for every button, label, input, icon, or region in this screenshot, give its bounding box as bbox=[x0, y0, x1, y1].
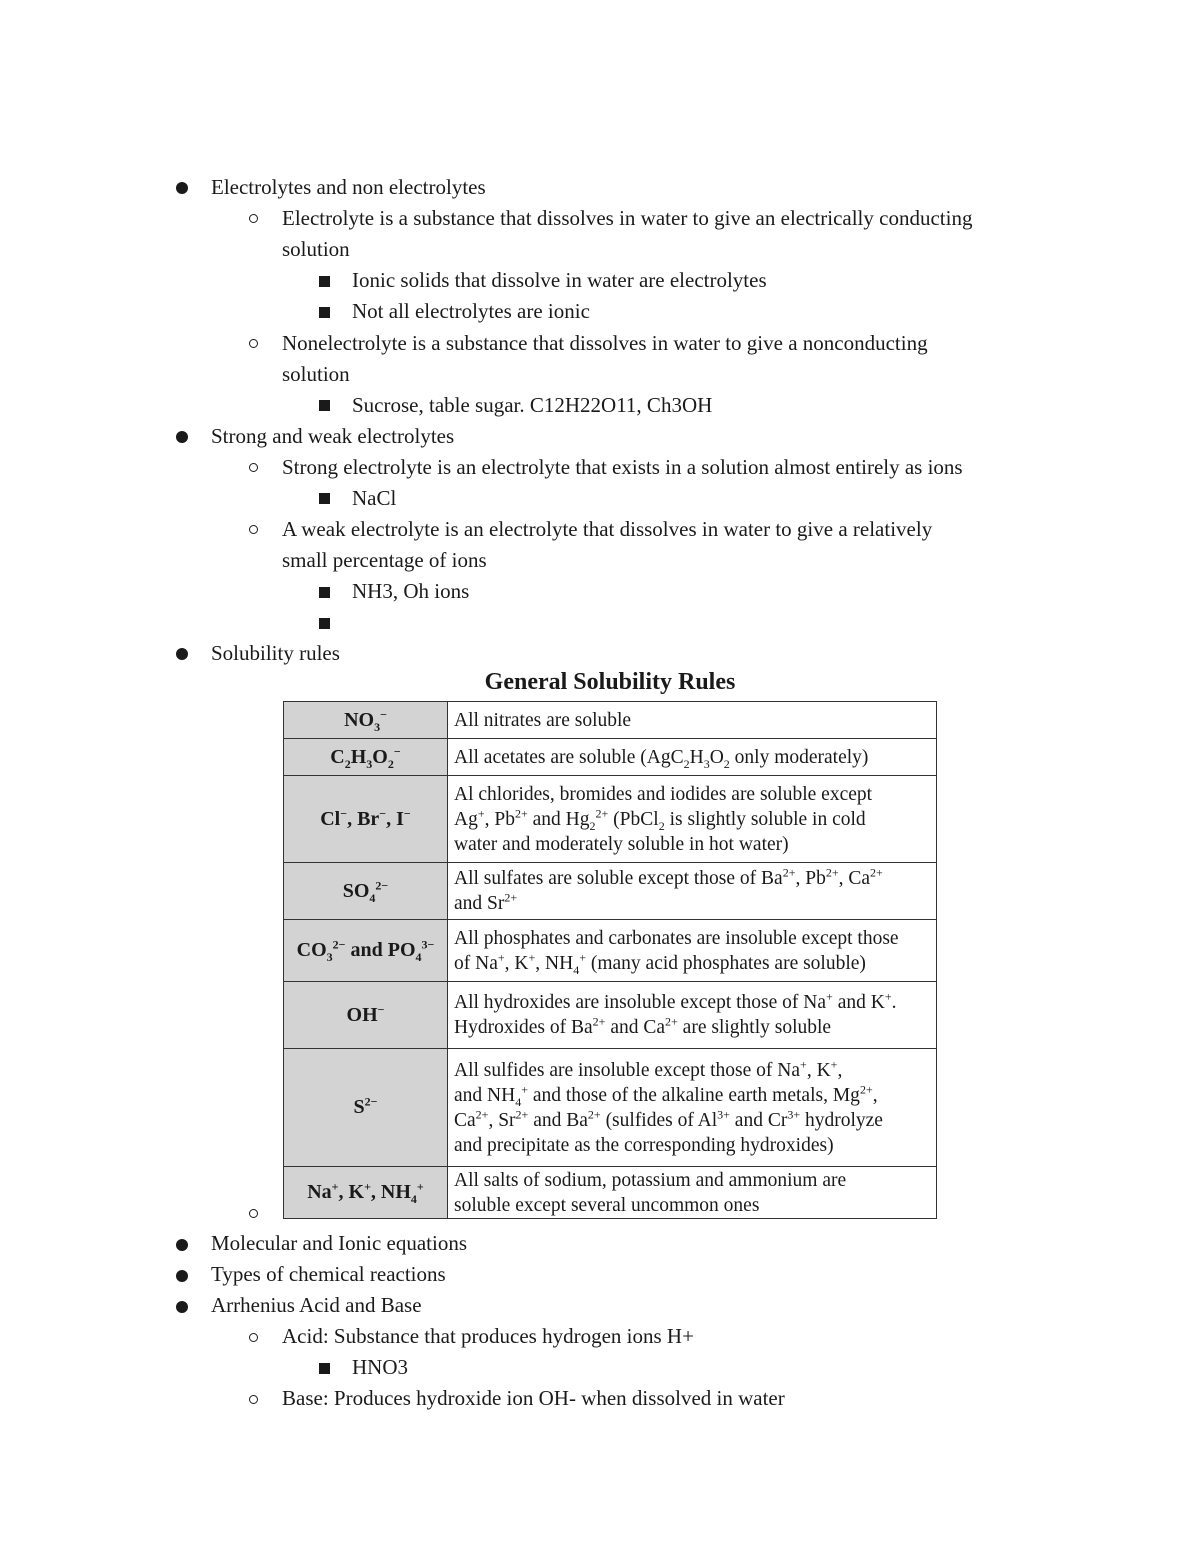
table-row bbox=[284, 1167, 937, 1219]
bullet-circle bbox=[249, 463, 258, 472]
bullet-circle bbox=[249, 1395, 258, 1404]
ion-cell: Na+, K+, $NH_4^+$ bbox=[284, 1167, 448, 1219]
ion-cell: $CO_3^{2-}$ and $PO_4^{3-}$ bbox=[284, 920, 448, 982]
heading-arrhenius: Arrhenius Acid and Base bbox=[211, 1293, 422, 1317]
rule-line: Al chlorides, bromides and iodides are soluble except bbox=[454, 783, 873, 805]
rule-line: $Ca^{2+}$, $Sr^{2+}$ and $Ba^{2+}$ (sulfides of $Al^{3+}$ and $Cr^{3+}$ hydrolyze bbox=[454, 1107, 883, 1131]
rule-line: All salts of sodium, potassium and ammonium are bbox=[454, 1169, 847, 1191]
bullet-circle bbox=[249, 339, 258, 348]
rule-line: All sulfates are soluble except those of $Ba^{2+}$, $Pb^{2+}$, $Ca^{2+}$ bbox=[454, 865, 883, 889]
bullet-square bbox=[319, 493, 330, 504]
weak-example: NH3, Oh ions bbox=[352, 579, 470, 603]
weak-electrolyte-definition-cont: small percentage of ions bbox=[282, 548, 487, 572]
heading-strong-weak: Strong and weak electrolytes bbox=[211, 424, 455, 448]
bullet-disc bbox=[176, 431, 188, 443]
rule-cell bbox=[448, 1167, 937, 1219]
solubility-rules-table bbox=[283, 701, 937, 1219]
ion-cell: $C_2H_3O_2^-$ bbox=[284, 739, 448, 776]
bullet-disc bbox=[176, 648, 188, 660]
table-row bbox=[284, 702, 937, 739]
bullet-circle bbox=[249, 525, 258, 534]
acid-example: HNO3 bbox=[352, 1355, 408, 1379]
heading-reaction-types: Types of chemical reactions bbox=[211, 1262, 446, 1286]
bullet-square-empty-item bbox=[319, 618, 330, 629]
rule-line: Hydroxides of $Ba^{2+}$ and $Ca^{2+}$ are slightly soluble bbox=[454, 1014, 832, 1038]
heading-solubility-rules: Solubility rules bbox=[211, 641, 340, 665]
rule-line: Ag+, $Pb^{2+}$ and $Hg_2^{2+}$ (PbCl$_2$ is slightly soluble in cold bbox=[454, 806, 866, 833]
rule-line: All hydroxides are insoluble except those of Na+ and K+. bbox=[454, 989, 897, 1013]
rule-cell bbox=[448, 920, 937, 982]
bullet-circle bbox=[249, 1209, 258, 1218]
ionic-solids-note: Ionic solids that dissolve in water are electrolytes bbox=[352, 268, 767, 292]
solubility-table-title: General Solubility Rules bbox=[484, 669, 736, 695]
ion-cell: Cl−, Br−, I− bbox=[284, 776, 448, 863]
table-row bbox=[284, 776, 937, 863]
bullet-square bbox=[319, 1363, 330, 1374]
bullet-circle bbox=[249, 214, 258, 223]
rule-line: All nitrates are soluble bbox=[454, 709, 632, 731]
rule-line: and $NH_4^+$ and those of the alkaline earth metals, $Mg^{2+}$, bbox=[454, 1082, 878, 1109]
bullet-square bbox=[319, 276, 330, 287]
bullet-square bbox=[319, 587, 330, 598]
ion-cell: $NO_3^-$ bbox=[284, 702, 448, 739]
rule-cell bbox=[448, 776, 937, 863]
table-row bbox=[284, 739, 937, 776]
rule-cell bbox=[448, 1049, 937, 1167]
rule-line: of Na+, K+, $NH_4^+$ (many acid phosphates are soluble) bbox=[454, 950, 866, 977]
not-all-ionic-note: Not all electrolytes are ionic bbox=[352, 299, 590, 323]
electrolyte-definition-cont: solution bbox=[282, 237, 350, 261]
ion-cell: $S^{2-}$ bbox=[284, 1049, 448, 1167]
electrolyte-definition: Electrolyte is a substance that dissolves in water to give an electrically conducting bbox=[282, 206, 973, 230]
ion-cell: OH− bbox=[284, 982, 448, 1049]
nonelectrolyte-definition: Nonelectrolyte is a substance that dissolves in water to give a nonconducting bbox=[282, 331, 928, 355]
rule-cell bbox=[448, 739, 937, 776]
weak-electrolyte-definition: A weak electrolyte is an electrolyte that dissolves in water to give a relatively bbox=[282, 517, 933, 541]
acid-definition: Acid: Substance that produces hydrogen ions H+ bbox=[282, 1324, 694, 1348]
rule-line: All acetates are soluble ($AgC_2H_3O_2$ only moderately) bbox=[454, 746, 869, 771]
strong-example: NaCl bbox=[352, 486, 397, 510]
heading-electrolytes: Electrolytes and non electrolytes bbox=[211, 175, 486, 199]
rule-cell bbox=[448, 863, 937, 920]
rule-line: soluble except several uncommon ones bbox=[454, 1194, 760, 1216]
rule-line: All phosphates and carbonates are insoluble except those bbox=[454, 927, 899, 949]
sucrose-example: Sucrose, table sugar. C12H22O11, Ch3OH bbox=[352, 393, 713, 417]
bullet-disc bbox=[176, 182, 188, 194]
table-row bbox=[284, 920, 937, 982]
rule-cell bbox=[448, 982, 937, 1049]
table-row bbox=[284, 982, 937, 1049]
rule-line: All sulfides are insoluble except those of Na+, K+, bbox=[454, 1057, 843, 1081]
bullet-disc bbox=[176, 1301, 188, 1313]
nonelectrolyte-definition-cont: solution bbox=[282, 362, 350, 386]
bullet-disc bbox=[176, 1270, 188, 1282]
rule-line: water and moderately soluble in hot water) bbox=[454, 833, 789, 855]
rule-cell bbox=[448, 702, 937, 739]
bullet-square bbox=[319, 307, 330, 318]
bullet-disc bbox=[176, 1239, 188, 1251]
bullet-square bbox=[319, 400, 330, 411]
table-row bbox=[284, 1049, 937, 1167]
base-definition: Base: Produces hydroxide ion OH- when dissolved in water bbox=[282, 1386, 785, 1410]
strong-electrolyte-definition: Strong electrolyte is an electrolyte that exists in a solution almost entirely as ions bbox=[282, 455, 963, 479]
rule-line: and $Sr^{2+}$ bbox=[454, 890, 518, 914]
table-row bbox=[284, 863, 937, 920]
heading-molecular-ionic: Molecular and Ionic equations bbox=[211, 1231, 467, 1255]
bullet-circle bbox=[249, 1333, 258, 1342]
ion-cell: $SO_4^{2-}$ bbox=[284, 863, 448, 920]
rule-line: and precipitate as the corresponding hydroxides) bbox=[454, 1134, 834, 1156]
